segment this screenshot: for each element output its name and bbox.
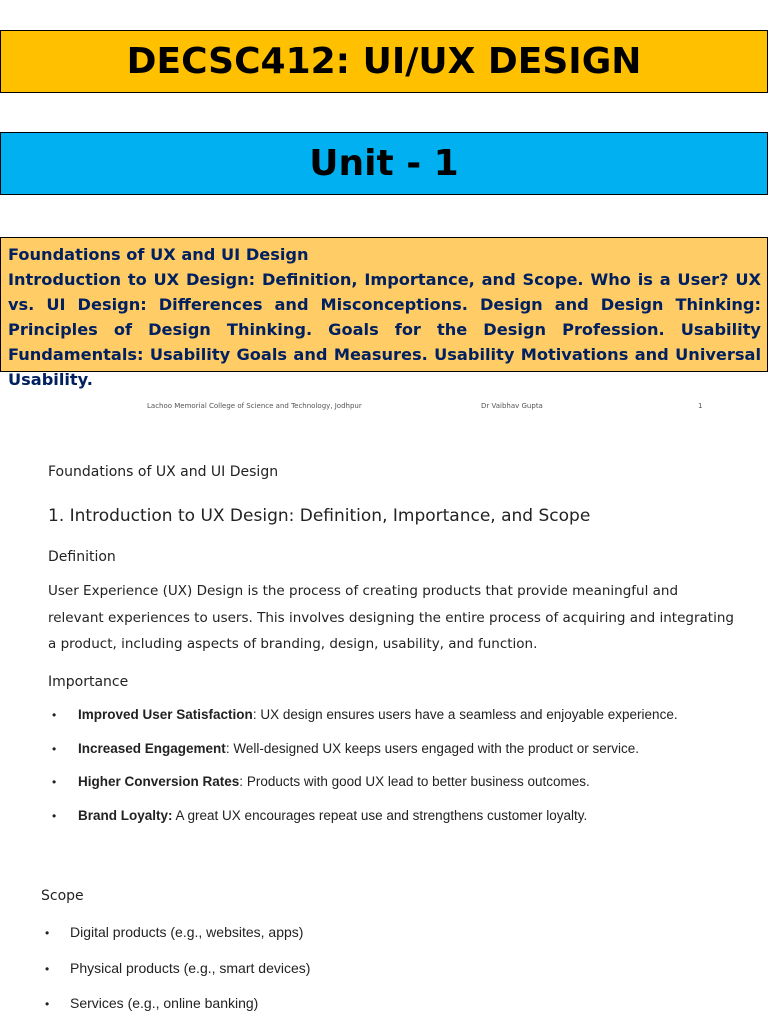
item-text: Digital products (e.g., websites, apps) xyxy=(70,924,304,940)
bullet-icon: • xyxy=(52,808,57,823)
topics-box xyxy=(0,237,768,389)
bullet-icon: • xyxy=(52,708,57,722)
course-title: DECSC412: UI/UX DESIGN xyxy=(126,41,642,82)
topics-heading: Foundations of UX and UI Design xyxy=(8,245,309,264)
importance-label: Importance xyxy=(48,674,129,690)
definition-label: Definition xyxy=(48,549,116,565)
list-item xyxy=(45,920,310,956)
item-separator: : xyxy=(239,774,244,789)
list-item xyxy=(45,991,310,1027)
item-separator: : xyxy=(225,740,230,756)
unit-title: Unit - 1 xyxy=(309,143,459,184)
item-term: Increased Engagement xyxy=(78,740,226,756)
item-term: Improved User Satisfaction xyxy=(78,707,253,722)
list-item xyxy=(52,804,678,838)
course-title-banner xyxy=(0,30,768,93)
bullet-icon: • xyxy=(45,997,50,1011)
item-text: Well-designed UX keeps users engaged with the product or service. xyxy=(229,740,640,756)
list-item xyxy=(52,770,678,804)
bullet-icon: • xyxy=(52,775,57,789)
item-text: Services (e.g., online banking) xyxy=(70,995,259,1011)
item-term: Higher Conversion Rates xyxy=(78,774,240,789)
list-item xyxy=(52,703,678,737)
footer-author: Dr Vaibhav Gupta xyxy=(481,402,543,410)
footer-page-number: 1 xyxy=(698,402,703,410)
item-separator: : xyxy=(252,707,257,722)
list-item xyxy=(45,956,310,992)
bullet-icon: • xyxy=(52,741,57,756)
unit-banner xyxy=(0,132,768,195)
bullet-icon: • xyxy=(45,926,50,940)
item-text: Physical products (e.g., smart devices) xyxy=(70,959,311,976)
definition-text: User Experience (UX) Design is the process of creating products that provide meaningful and relevant experiences to users. This involves designing the entire process of acquiring and integrating a product, including aspects of branding, design, usability, and function. xyxy=(48,583,734,652)
topics-body: Introduction to UX Design: Definition, Importance, and Scope. Who is a User? UX vs. UI Design: Differences and Misconceptions. Design and Design Thinking: Principles of Design Thinking. Goals for the Design Profession. Usability Fundamentals: Usability Goals and Measures. Usability Motivations and Universal Usability. xyxy=(8,270,761,389)
item-term: Brand Loyalty: xyxy=(78,807,173,823)
scope-list xyxy=(45,920,310,1027)
footer-college: Lachoo Memorial College of Science and Technology, Jodhpur xyxy=(147,402,362,410)
item-text: Products with good UX lead to better business outcomes. xyxy=(243,774,590,789)
importance-list xyxy=(52,703,678,837)
item-text: A great UX encourages repeat use and strengthens customer loyalty. xyxy=(172,807,588,823)
item-text: UX design ensures users have a seamless and enjoyable experience. xyxy=(256,707,678,722)
bullet-icon: • xyxy=(45,961,50,976)
scope-label: Scope xyxy=(41,888,84,904)
document-heading: Foundations of UX and UI Design xyxy=(48,464,279,480)
section-title: 1. Introduction to UX Design: Definition, Importance, and Scope xyxy=(48,506,591,526)
list-item xyxy=(52,737,678,771)
